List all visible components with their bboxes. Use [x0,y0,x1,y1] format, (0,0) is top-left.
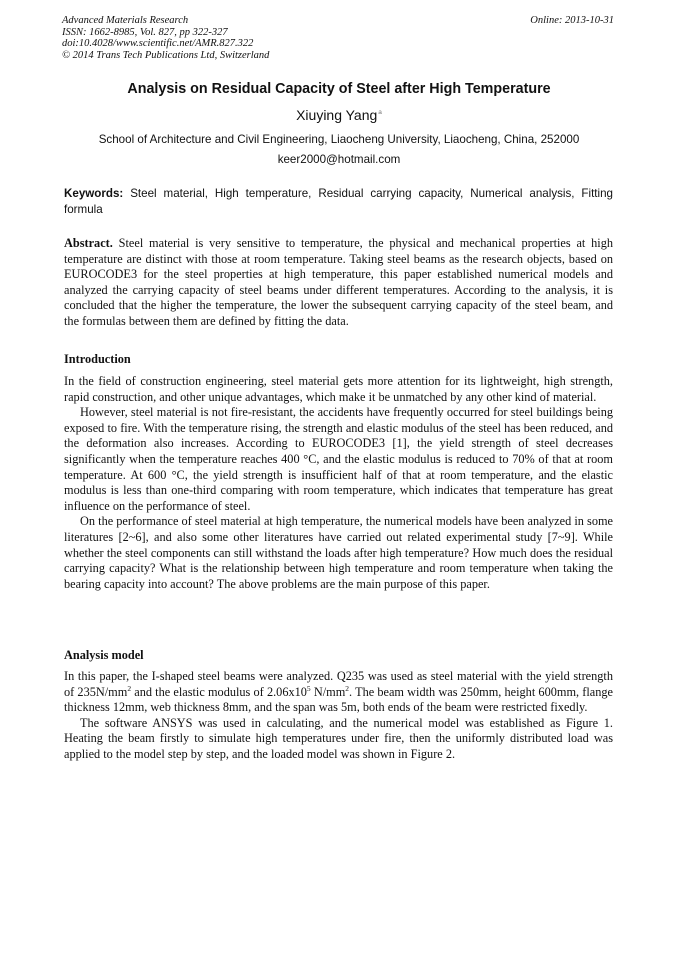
analysis-paragraph-2: The software ANSYS was used in calculating, and the numerical model was established as Figure 1. Heating the beam firstly to simulate high temperatures under fire, then the uniformly distributed load was applied to the model step by step, and the loaded model was shown in Figure 2. [64,715,613,761]
introduction-body [64,374,613,592]
journal-copyright: © 2014 Trans Tech Publications Ltd, Switzerland [62,49,270,61]
section-heading-analysis-model: Analysis model [64,648,144,662]
keywords-label: Keywords: [64,187,124,200]
intro-paragraph-3: On the performance of steel material at high temperature, the numerical models have been analyzed in some literatures [2~6], and also some other literatures have carried out related experimental study [7~9]. While whether the steel components can still withstand the loads after high temperature? How much does the residual carrying capacity? What is the relationship between high temperature and room temperature when taking the bearing capacity into account? The above problems are the main purpose of this paper. [64,514,613,591]
paper-title: Analysis on Residual Capacity of Steel after High Temperature [127,81,551,97]
section-heading-introduction: Introduction [64,352,131,366]
author-email[interactable]: keer2000@hotmail.com [277,153,401,166]
journal-doi[interactable]: doi:10.4028/www.scientific.net/AMR.827.322 [62,38,254,49]
journal-issn: ISSN: 1662-8985, Vol. 827, pp 322-327 [62,26,228,38]
journal-header [62,15,462,61]
abstract [64,236,613,330]
online-date: Online: 2013-10-31 [530,15,614,26]
abstract-label: Abstract. [64,236,113,250]
analysis-model-body [64,669,613,763]
author-mark: a [378,109,382,116]
analysis-paragraph-1: In this paper, the I-shaped steel beams were analyzed. Q235 was used as steel material with the yield strength of $235N/mm^2$ and the elastic modulus of $2.06x10^5$ $N/mm^2$. The beam width was 250mm, height 600mm, flange thickness 12mm, web thickness 8mm, and the span was 5m, both ends of the beam were restricted fixedly. [64,669,613,715]
intro-paragraph-2: However, steel material is not fire-resistant, the accidents have frequently occurred for steel buildings being exposed to fire. With the temperature rising, the strength and elastic modulus of the steel has been reduced, and the deformation also increases. According to EUROCODE3 [1], the yield strength of steel decreases significantly when the temperature reaches 400 °C, and the elastic modulus is reduced to 70% of that at room temperature. At 600 °C, the yield strength is insufficient half of that at room temperature, and the elastic modulus is less than one-third comparing with room temperature, which indicates that temperature has great influence on the performance of steel. [64,405,613,513]
author-line [0,107,678,123]
journal-name: Advanced Materials Research [62,15,189,26]
affiliation: School of Architecture and Civil Engineering, Liaocheng University, Liaocheng, China, 252000 [98,133,580,146]
keywords-text: Steel material, High temperature, Residual carrying capacity, Numerical analysis, Fitting formula [64,187,613,216]
keywords [64,186,613,217]
abstract-text: Steel material is very sensitive to temperature, the physical and mechanical properties at high temperature are distinct with those at room temperature. Taking steel beams as the research objects, based on EUROCODE3 for the steel properties at high temperature, this paper established numerical models and analyzed the carrying capacity of steel beams under different temperatures. According to the analysis, it is concluded that the higher the temperature, the lower the subsequent carrying capacity of the steel beam, and the formulas between them are defined by fitting the data. [64,236,613,328]
author-name: Xiuying Yang [296,107,378,123]
intro-paragraph-1: In the field of construction engineering, steel material gets more attention for its lightweight, high strength, rapid construction, and other unique advantages, which make it be unmatched by any other kind of material. [64,374,613,404]
